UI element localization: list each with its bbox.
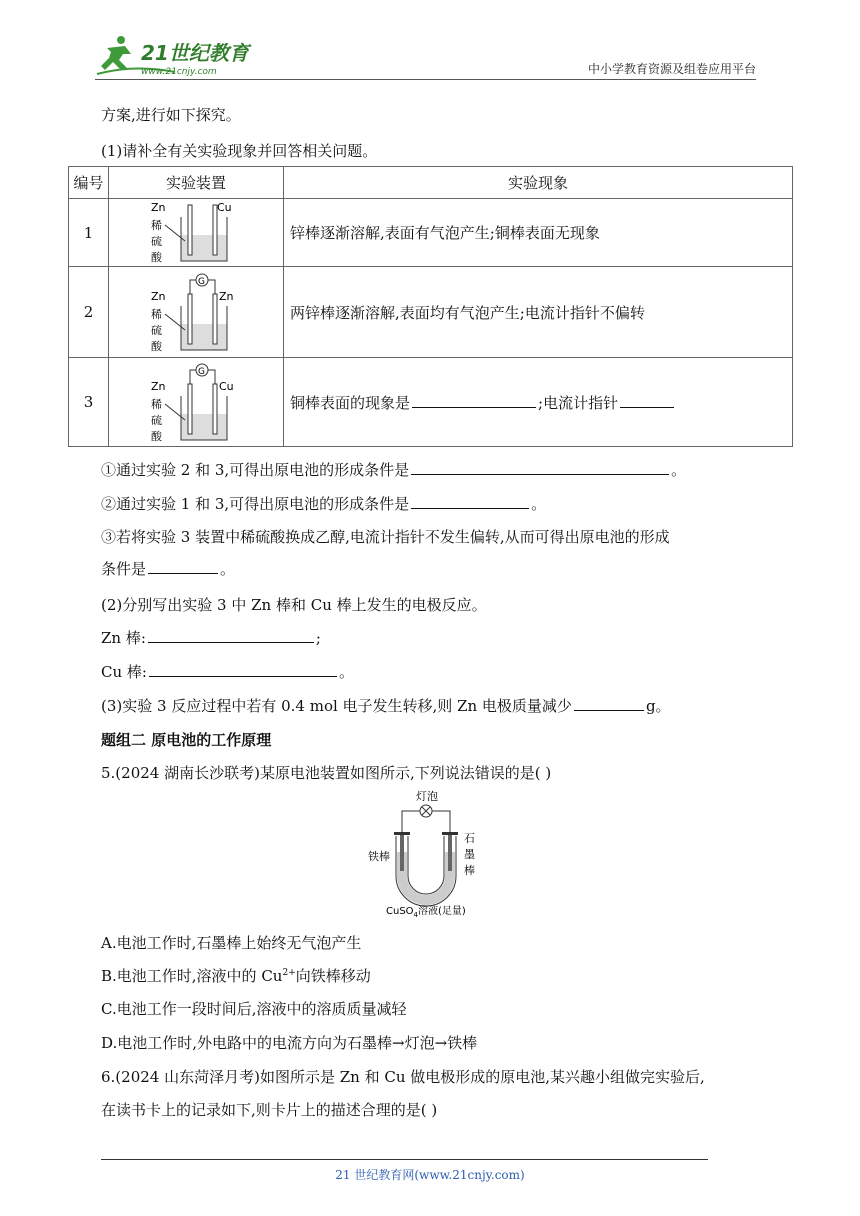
svg-text:Cu: Cu [219, 380, 234, 393]
subquestion-b: ②通过实验 1 和 3,可得出原电池的形成条件是 。 [101, 495, 547, 513]
answer-blank[interactable] [148, 558, 218, 574]
svg-text:石: 石 [464, 832, 475, 845]
table-row [69, 267, 793, 358]
header-number: 编号 [69, 167, 109, 199]
subquestion-c-line1: ③若将实验 3 装置中稀硫酸换成乙醇,电流计指针不发生偏转,从而可得出原电池的形成 [101, 528, 670, 546]
table-row [69, 358, 793, 447]
header-apparatus: 实验装置 [109, 167, 284, 199]
apparatus-cell [109, 358, 284, 447]
answer-blank[interactable] [148, 627, 314, 643]
svg-text:Zn: Zn [151, 380, 166, 393]
q6-line2: 在读书卡上的记录如下,则卡片上的描述合理的是( ) [101, 1101, 438, 1119]
header-observation: 实验现象 [284, 167, 793, 199]
intro-line: 方案,进行如下探究。 [101, 106, 241, 124]
svg-text:G: G [198, 367, 205, 377]
experiment-table [68, 166, 793, 447]
q1-title: (1)请补全有关实验现象并回答相关问题。 [101, 142, 378, 160]
section-title: 题组二 原电池的工作原理 [101, 731, 272, 749]
q2-zn-line: Zn 棒: ; [101, 629, 321, 647]
row-number: 1 [69, 199, 109, 267]
option-d[interactable]: D.电池工作时,外电路中的电流方向为石墨棒→灯泡→铁棒 [101, 1034, 478, 1052]
svg-text:G: G [198, 277, 205, 287]
answer-blank[interactable] [411, 459, 669, 475]
svg-text:酸: 酸 [151, 430, 162, 443]
apparatus-cell [109, 199, 284, 267]
svg-text:铁棒: 铁棒 [368, 850, 390, 863]
svg-text:Zn: Zn [219, 290, 234, 303]
row-number: 3 [69, 358, 109, 447]
svg-text:Zn: Zn [151, 290, 166, 303]
header-divider [95, 79, 756, 80]
svg-text:CuSO4溶液(足量): CuSO$_4$溶液(足量) [386, 906, 466, 918]
table-row [69, 199, 793, 267]
galvanometer-beaker-diagram [151, 270, 241, 354]
footer-divider [101, 1159, 708, 1160]
svg-text:墨: 墨 [464, 848, 475, 861]
svg-text:灯泡: 灯泡 [416, 790, 438, 803]
svg-text:硫: 硫 [151, 324, 162, 337]
site-logo [95, 34, 260, 78]
svg-text:硫: 硫 [151, 414, 162, 427]
q2-cu-line: Cu 棒: 。 [101, 663, 354, 681]
observation-cell: 锌棒逐渐溶解,表面有气泡产生;铜棒表面无现象 [284, 199, 793, 267]
option-c[interactable]: C.电池工作一段时间后,溶液中的溶质质量减轻 [101, 1000, 407, 1018]
header-platform-text: 中小学教育资源及组卷应用平台 [587, 62, 756, 76]
q6-line1: 6.(2024 山东菏泽月考)如图所示是 Zn 和 Cu 做电极形成的原电池,某兴趣小组做完实验后, [101, 1068, 705, 1086]
answer-blank[interactable] [620, 392, 674, 408]
subquestion-c-line2: 条件是 。 [101, 560, 236, 578]
logo-text: 21世纪教育 [141, 41, 249, 65]
row-number: 2 [69, 267, 109, 358]
footer-text[interactable]: 21 世纪教育网(www.21cnjy.com) [335, 1168, 525, 1182]
answer-blank[interactable] [574, 695, 644, 711]
answer-blank[interactable] [412, 392, 536, 408]
q2-title: (2)分别写出实验 3 中 Zn 棒和 Cu 棒上发生的电极反应。 [101, 596, 487, 614]
answer-blank[interactable] [411, 493, 529, 509]
svg-text:酸: 酸 [151, 340, 162, 353]
option-b[interactable]: B.电池工作时,溶液中的 $Cu^{2+}$向铁棒移动 [101, 967, 371, 985]
svg-text:Cu: Cu [217, 200, 232, 214]
q3-line: (3)实验 3 反应过程中若有 0.4 mol 电子发生转移,则 Zn 电极质量减少 g。 [101, 697, 671, 715]
svg-text:稀: 稀 [151, 218, 162, 232]
subquestion-a: ①通过实验 2 和 3,可得出原电池的形成条件是 。 [101, 461, 687, 479]
observation-cell: 两锌棒逐渐溶解,表面均有气泡产生;电流计指针不偏转 [284, 267, 793, 358]
answer-blank[interactable] [149, 661, 337, 677]
galvanometer-beaker-diagram [151, 360, 241, 444]
svg-text:硫: 硫 [151, 234, 162, 248]
svg-text:棒: 棒 [464, 864, 475, 877]
q5-stem: 5.(2024 湖南长沙联考)某原电池装置如图所示,下列说法错误的是( ) [101, 764, 552, 782]
logo-url: www.21cnjy.com [141, 67, 217, 77]
option-a[interactable]: A.电池工作时,石墨棒上始终无气泡产生 [101, 934, 362, 952]
svg-text:Zn: Zn [151, 200, 166, 214]
u-tube-cell-figure [368, 788, 478, 918]
observation-cell: 铜棒表面的现象是 ;电流计指针 [284, 358, 793, 447]
svg-text:酸: 酸 [151, 250, 162, 264]
beaker-diagram [151, 201, 241, 265]
svg-text:稀: 稀 [151, 308, 162, 321]
svg-text:稀: 稀 [151, 398, 162, 411]
apparatus-cell [109, 267, 284, 358]
table-header-row [69, 167, 793, 199]
